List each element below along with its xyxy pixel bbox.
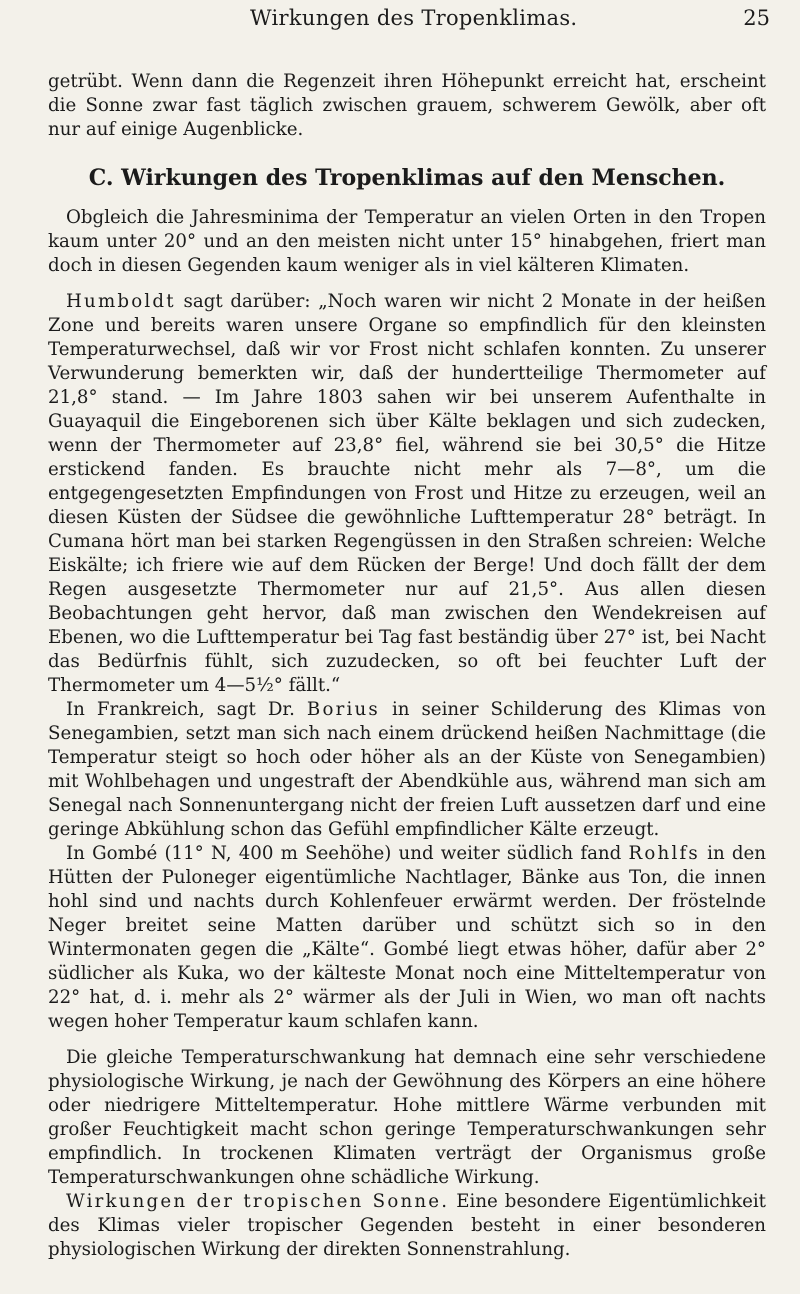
paragraph-rohlfs	[48, 842, 766, 1034]
paragraph-text: sagt darüber: „Noch waren wir nicht 2 Monate in der heißen Zone und bereits waren unsere Organe so empfindlich für den kleinsten Temperaturwechsel, daß wir vor Frost nicht schlafen konnten. Zu unserer Verwunderung bemerkten wir, daß der hundertteilige Thermometer auf 21,8° stand. — Im Jahre 1803 sahen wir bei unserem Aufenthalte in Guayaquil die Eingeborenen sich über Kälte beklagen und sich zudecken, wenn der Thermometer auf 23,8° fiel, während sie bei 30,5° die Hitze erstickend fanden. Es brauchte nicht mehr als 7—8°, um die entgegengesetzten Empfindungen von Frost und Hitze zu erzeugen, weil an diesen Küsten der Südsee die gewöhnliche Lufttemperatur 28° beträgt. In Cumana hört man bei starken Regengüssen in den Straßen schreien: Welche Eiskälte; ich friere wie auf dem Rücken der Berge! Und doch fällt der dem Regen ausgesetzte Thermometer nur auf 21,5°. Aus allen diesen Beobachtungen geht hervor, daß man zwischen den Wendekreisen auf Ebenen, wo die Lufttemperatur bei Tag fast beständig über 27° ist, bei Nacht das Bedürfnis fühlt, sich zuzudecken, so oft bei feuchter Luft der Thermometer um 4—5½° fällt.“	[48, 291, 766, 696]
paragraph-text: getrübt. Wenn dann die Regenzeit ihren Höhepunkt erreicht hat, erscheint die Sonne zwar fast täglich zwischen grauem, schwerem Gewölk, aber oft nur auf einige Augenblicke.	[48, 71, 766, 140]
paragraph-text-pre: In Frankreich, sagt Dr.	[66, 699, 307, 720]
paragraph-continuation	[48, 70, 766, 142]
paragraph-sun-effects	[48, 1190, 766, 1262]
paragraph-intro	[48, 206, 766, 278]
paragraph-text: Obgleich die Jahresminima der Temperatur an vielen Orten in den Tropen kaum unter 20° und an den meisten nicht unter 15° hinabgehen, friert man doch in diesen Gegenden kaum weniger als in viel kälteren Klimaten.	[48, 207, 766, 276]
paragraph-conclusion	[48, 1046, 766, 1190]
paragraph-text: Die gleiche Temperaturschwankung hat demnach eine sehr verschiedene physiologische Wirkung, je nach der Gewöhnung des Körpers an eine höhere oder niedrigere Mitteltemperatur. Hohe mittlere Wärme verbunden mit großer Feuchtigkeit macht schon geringe Temperaturschwankungen sehr empfindlich. In trockenen Klimaten verträgt der Organismus große Temperaturschwankungen ohne schädliche Wirkung.	[48, 1047, 766, 1188]
paragraph-text-pre: In Gombé (11° N, 400 m Seehöhe) und weiter südlich fand	[66, 843, 629, 864]
section-heading: C. Wirkungen des Tropenklimas auf den Menschen.	[88, 165, 726, 191]
page-number: 25	[743, 6, 770, 30]
author-name: Rohlfs	[628, 843, 700, 864]
author-name: Humboldt	[66, 291, 176, 312]
paragraph-humboldt	[48, 290, 766, 698]
paragraph-borius	[48, 698, 766, 842]
running-head	[0, 6, 800, 36]
paragraph-text: in den Hütten der Puloneger eigentümliche Nachtlager, Bänke aus Ton, die innen hohl sind und nachts durch Kohlenfeuer erwärmt werden. Der fröstelnde Neger breitet seine Matten darüber und schützt sich so in den Wintermonaten gegen die „Kälte“. Gombé liegt etwas höher, dafür aber 2° südlicher als Kuka, wo der kälteste Monat noch eine Mitteltemperatur von 22° hat, d. i. mehr als 2° wärmer als der Juli in Wien, wo man oft nachts wegen hoher Temperatur kaum schlafen kann.	[48, 843, 766, 1032]
subsection-lead: Wirkungen der tropischen Sonne.	[66, 1191, 450, 1212]
author-name: Borius	[306, 699, 380, 720]
paragraph-text: Eine besondere Eigentümlichkeit des Klimas vieler tropischer Gegenden besteht in einer besonderen physiologischen Wirkung der direkten Sonnenstrahlung.	[48, 1191, 766, 1260]
running-title: Wirkungen des Tropenklimas.	[250, 6, 578, 30]
paragraph-text: in seiner Schilderung des Klimas von Senegambien, setzt man sich nach einem drückend heißen Nachmittage (die Temperatur steigt so hoch oder höher als an der Küste von Senegambien) mit Wohlbehagen und ungestraft der Abendkühle aus, während man sich am Senegal nach Sonnenuntergang nicht der freien Luft aussetzen darf und eine geringe Abkühlung schon das Gefühl empfindlicher Kälte erzeugt.	[48, 699, 766, 840]
body-text	[48, 70, 766, 1262]
